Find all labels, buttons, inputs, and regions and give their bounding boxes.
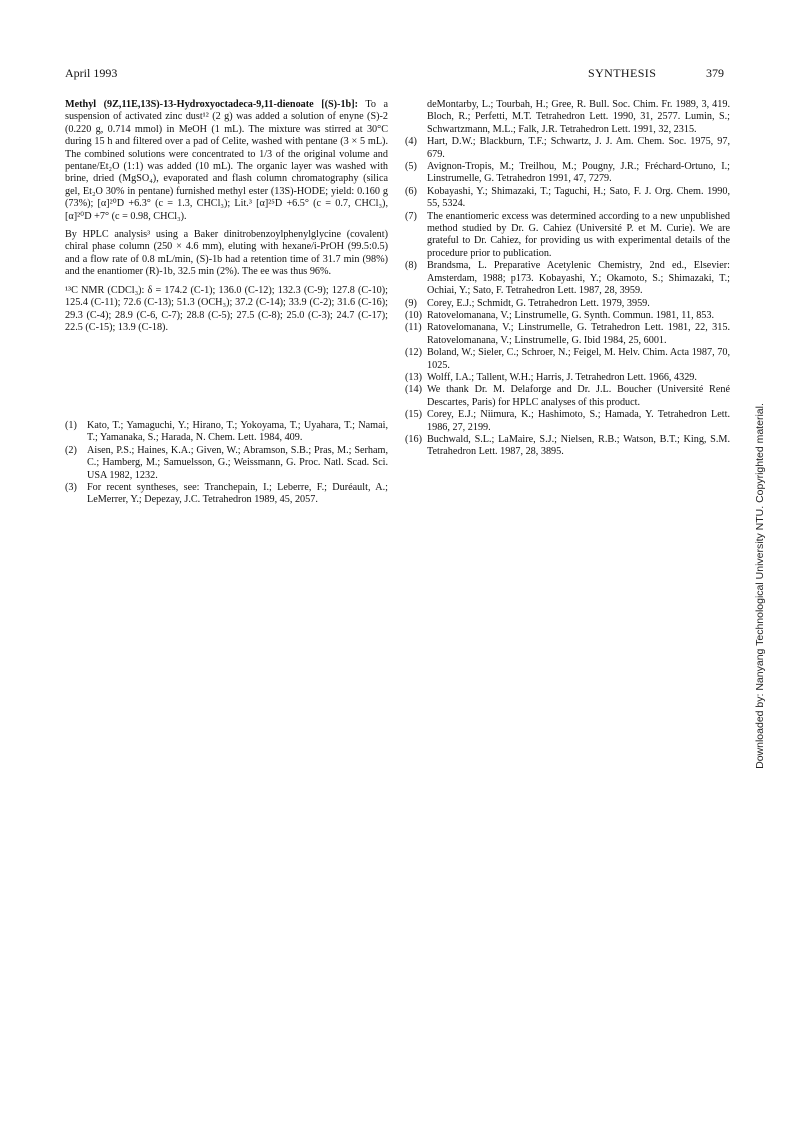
download-watermark xyxy=(755,380,767,800)
reference-text: Corey, E.J.; Schmidt, G. Tetrahedron Lett. 1979, 3959. xyxy=(427,297,650,309)
reference-text: Ratovelomanana, V.; Linstrumelle, G. Tetrahedron Lett. 1981, 22, 315. Ratovelomanana, V.; Linstrumelle, G. Ibid 1984, 25, 6001. xyxy=(427,322,730,346)
hplc-paragraph: By HPLC analysis³ using a Baker dinitrobenzoylphenylglycine (covalent) chiral phase column (250 × 4.6 mm), eluting with hexane/i-PrOH (99.5:0.5) and a flow rate of 0.8 mL/min, (S)-1b had a retention time of 31.7 min (98%) and the enantiomer (R)-1b, 32.5 min (2%). The ee was thus 96%. xyxy=(65,229,388,278)
left-column xyxy=(65,99,388,334)
reference-text: Wolff, I.A.; Tallent, W.H.; Harris, J. Tetrahedron Lett. 1966, 4329. xyxy=(427,371,697,383)
reference-number: (10) xyxy=(405,309,422,321)
reference-text: deMontarby, L.; Tourbah, H.; Gree, R. Bull. Soc. Chim. Fr. 1989, 3, 419. Bloch, R.; Perfetti, M.T. Tetrahedron Lett. 1990, 31, 2577. Lumin, S.; Schwartzmann, M.L.; Falk, J.R. Tetrahedron Lett. 1991, 32, 2315. xyxy=(427,99,730,135)
reference-item xyxy=(405,99,730,136)
reference-text: Avignon-Tropis, M.; Treilhou, M.; Pougny, J.R.; Fréchard-Ortuno, I.; Linstrumelle, G. Tetrahedron 1991, 47, 7279. xyxy=(427,161,730,185)
running-header-date: April 1993 xyxy=(65,66,118,80)
reference-item xyxy=(405,434,730,459)
compound-title: Methyl (9Z,11E,13S)-13-Hydroxyoctadeca-9,11-dienoate [(S)-1b]: xyxy=(65,99,358,110)
reference-text: Hart, D.W.; Blackburn, T.F.; Schwartz, J. J. Am. Chem. Soc. 1975, 97, 679. xyxy=(427,136,730,160)
reference-number: (1) xyxy=(65,420,77,431)
reference-text: Corey, E.J.; Niimura, K.; Hashimoto, S.; Hamada, Y. Tetrahedron Lett. 1986, 27, 2199. xyxy=(427,409,730,433)
reference-text: Kato, T.; Yamaguchi, Y.; Hirano, T.; Yokoyama, T.; Uyahara, T.; Namai, T.; Yamanaka, S.; Harada, N. Chem. Lett. 1984, 409. xyxy=(87,420,388,444)
experimental-paragraph xyxy=(65,99,388,223)
reference-number: (6) xyxy=(405,185,417,197)
reference-number: (3) xyxy=(65,482,77,494)
reference-text: The enantiomeric excess was determined according to a new unpublished method studied by Dr. G. Cahiez (Université P. et M. Curie). We are grateful to Dr. Cahiez, for providing us with experimental details of the procedure prior to publication. xyxy=(427,210,730,259)
reference-text: Aisen, P.S.; Haines, K.A.; Given, W.; Abramson, S.B.; Pras, M.; Serham, C.; Hamberg, M.; Samuelsson, G.; Weissmann, G. Proc. Natl. Scad. Sci. USA 1982, 1232. xyxy=(87,444,388,481)
reference-number: (16) xyxy=(405,433,422,445)
reference-item xyxy=(405,260,730,297)
reference-number: (7) xyxy=(405,210,417,222)
reference-item xyxy=(405,372,730,384)
reference-text: For recent syntheses, see: Tranchepain, I.; Leberre, F.; Duréault, A.; LeMerrer, Y.; Depezay, J.C. Tetrahedron 1989, 45, 2057. xyxy=(87,482,388,506)
right-column xyxy=(405,99,730,459)
reference-item xyxy=(65,482,388,507)
reference-number: (11) xyxy=(405,322,422,334)
reference-text: Boland, W.; Sieler, C.; Schroer, N.; Feigel, M. Helv. Chim. Acta 1987, 70, 1025. xyxy=(427,347,730,371)
reference-text: Kobayashi, Y.; Shimazaki, T.; Taguchi, H.; Sato, F. J. Org. Chem. 1990, 55, 5324. xyxy=(427,185,730,210)
reference-number: (4) xyxy=(405,136,417,148)
reference-number: (9) xyxy=(405,297,417,309)
reference-item xyxy=(405,347,730,372)
reference-item xyxy=(405,186,730,211)
watermark-text: Downloaded by: Nanyang Technological University NTU. Copyrighted material. xyxy=(754,403,766,769)
reference-text: We thank Dr. M. Delaforge and Dr. J.L. Boucher (Université René Descartes, Paris) for HPLC analyses of this product. xyxy=(427,384,730,408)
reference-number: (15) xyxy=(405,409,422,421)
reference-list-left xyxy=(65,420,388,507)
reference-item xyxy=(405,322,730,347)
reference-number: (12) xyxy=(405,347,422,359)
reference-item xyxy=(405,161,730,186)
reference-number: (14) xyxy=(405,384,422,396)
reference-item xyxy=(405,384,730,409)
reference-number: (8) xyxy=(405,260,417,272)
reference-text: Brandsma, L. Preparative Acetylenic Chemistry, 2nd ed., Elsevier: Amsterdam, 1988; p173. Kobayashi, Y.; Okamoto, S.; Shimazaki, T.; Ochiai, Y.; Sato, F. Tetrahedron Lett. 1987, 28, 3959. xyxy=(427,260,730,297)
page-number: 379 xyxy=(706,66,724,80)
reference-item xyxy=(405,136,730,161)
reference-number: (2) xyxy=(65,444,77,456)
reference-item xyxy=(405,298,730,310)
reference-number: (5) xyxy=(405,161,417,173)
reference-item xyxy=(65,445,388,482)
running-header-journal: SYNTHESIS xyxy=(588,66,657,80)
reference-item xyxy=(405,409,730,434)
reference-text: Ratovelomanana, V.; Linstrumelle, G. Synth. Commun. 1981, 11, 853. xyxy=(427,309,715,321)
reference-item xyxy=(65,420,388,445)
reference-item xyxy=(405,211,730,261)
experimental-text: To a suspension of activated zinc dust¹² (2 g) was added a solution of enyne (S)-2 (0.220 g, 0.714 mmol) in MeOH (1 mL). The mixture was stirred at 30°C during 15 h and filtered over a pad of Celite, washed with pentane (3 × 5 mL). The combined solutions were concentrated to 1/3 of the original volume and pentane/Et₂O (1:1) was added (10 mL). The organic layer was washed with brine, dried (MgSO₄), evaporated and flash column chromatography (silica gel, Et₂O 30% in pentane) furnished methyl ester (13S)-HODE; yield: 0.160 g (73%); [α]²⁰D +6.3° (c = 1.3, CHCl₃); Lit.³ [α]²⁵D +6.5° (c = 0.7, CHCl₃), [α]²⁰D +7° (c = 0.98, CHCl₃). xyxy=(65,99,388,222)
nmr-paragraph: ¹³C NMR (CDCl₃): δ = 174.2 (C-1); 136.0 (C-12); 132.3 (C-9); 127.8 (C-10); 125.4 (C-11); 72.6 (C-13); 51.3 (OCH₃); 37.2 (C-14); 33.9 (C-2); 31.6 (C-16); 29.3 (C-4); 28.9 (C-6, C-7); 28.8 (C-5); 27.5 (C-8); 25.0 (C-3); 24.7 (C-17); 22.5 (C-15); 13.9 (C-18). xyxy=(65,284,388,333)
reference-number: (13) xyxy=(405,371,422,383)
reference-text: Buchwald, S.L.; LaMaire, S.J.; Nielsen, R.B.; Watson, B.T.; King, S.M. Tetrahedron Lett. 1987, 28, 3895. xyxy=(427,433,730,458)
reference-item xyxy=(405,310,730,322)
